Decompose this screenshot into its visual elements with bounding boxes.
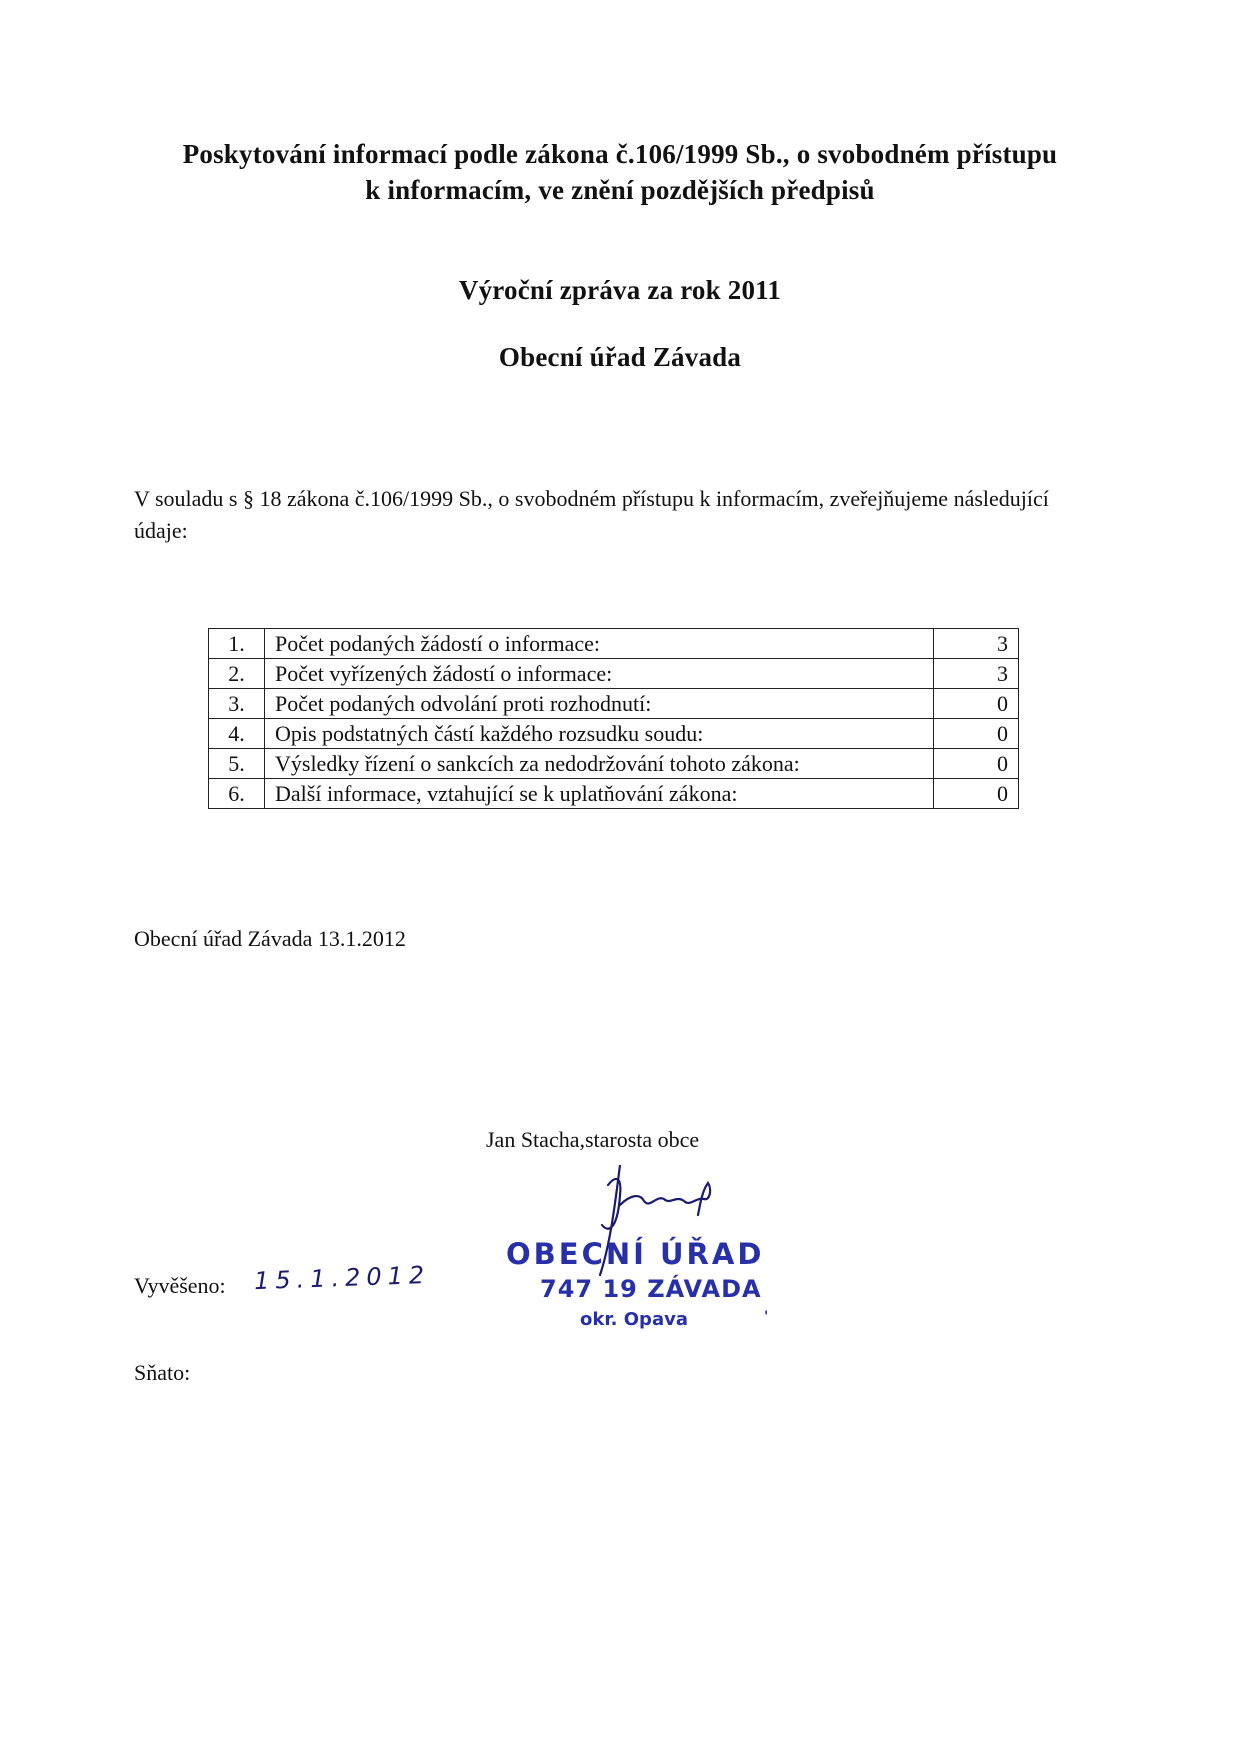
row-value: 0 [934,749,1019,779]
table-row [209,689,1019,719]
row-value: 3 [934,659,1019,689]
row-label: Počet podaných odvolání proti rozhodnutí: [265,689,934,719]
row-number: 5. [209,749,265,779]
stamp-line-3: okr. Opava [580,1309,688,1330]
row-number: 3. [209,689,265,719]
table-row [209,719,1019,749]
intro-paragraph: V souladu s § 18 zákona č.106/1999 Sb., o svobodném přístupu k informacím, zveřejňujeme následující údaje: [134,486,1049,543]
row-number: 6. [209,779,265,809]
row-value: 0 [934,719,1019,749]
place-and-date: Obecní úřad Závada 13.1.2012 [134,926,406,951]
row-value: 3 [934,629,1019,659]
removed-label: Sňato: [134,1360,191,1385]
title-line-1: Poskytování informací podle zákona č.106/1999 Sb., o svobodném přístupu [182,139,1058,169]
table-row [209,779,1019,809]
statistics-table [208,628,1019,809]
row-value: 0 [934,689,1019,719]
stamp-line-1: OBECNÍ ÚŘAD [506,1237,765,1271]
table-row [209,749,1019,779]
row-value: 0 [934,779,1019,809]
title-line-2: k informacím, ve znění pozdějších předpisů [365,175,875,205]
row-label: Počet podaných žádostí o informace: [265,629,934,659]
row-label: Opis podstatných částí každého rozsudku soudu: [265,719,934,749]
report-title: Výroční zpráva za rok 2011 [458,275,782,305]
row-number: 2. [209,659,265,689]
row-number: 4. [209,719,265,749]
posted-date-handwritten: 15.1.2012 [253,1260,431,1296]
row-number: 1. [209,629,265,659]
row-label: Počet vyřízených žádostí o informace: [265,659,934,689]
stamp-line-2: 747 19 ZÁVADA [540,1275,762,1303]
stamp-mark: ' [764,1309,769,1325]
signatory-name: Jan Stacha,starosta obce [486,1127,700,1152]
row-label: Další informace, vztahující se k uplatňování zákona: [265,779,934,809]
posted-label: Vyvěšeno: [134,1273,226,1298]
office-name: Obecní úřad Závada [498,342,742,372]
table-row [209,629,1019,659]
table-row [209,659,1019,689]
row-label: Výsledky řízení o sankcích za nedodržování tohoto zákona: [265,749,934,779]
office-stamp [500,1235,800,1345]
